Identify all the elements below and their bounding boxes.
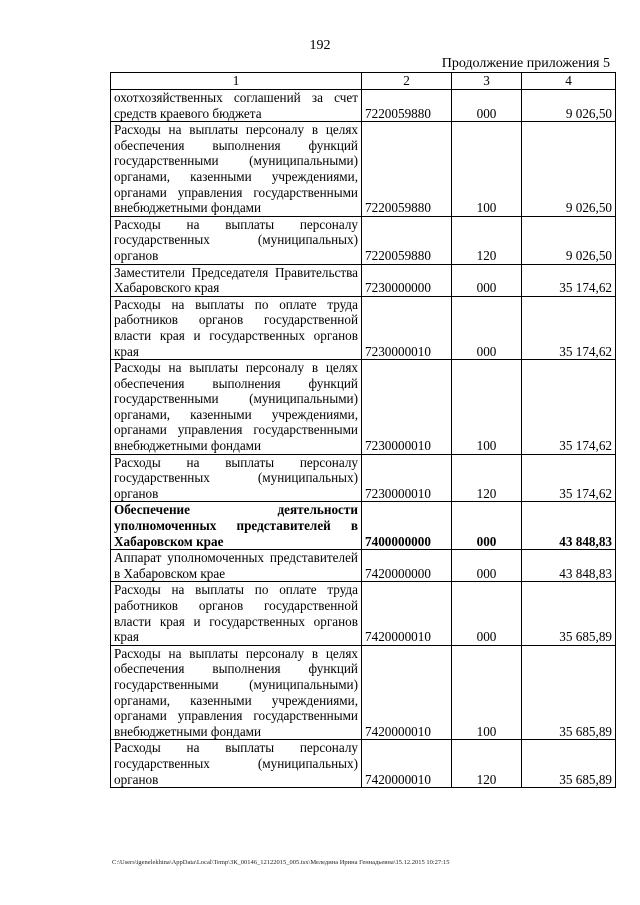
- row-type-cell: 000: [452, 502, 522, 550]
- table-body: [111, 90, 616, 788]
- row-amount-cell: 35 174,62: [522, 264, 616, 296]
- table-row: [111, 264, 616, 296]
- row-amount-cell: 43 848,83: [522, 550, 616, 582]
- row-amount-cell: 35 685,89: [522, 582, 616, 645]
- row-type-cell: 100: [452, 645, 522, 740]
- continuation-title: Продолжение приложения 5: [441, 56, 610, 71]
- table-row: [111, 582, 616, 645]
- row-amount-cell: 35 685,89: [522, 740, 616, 788]
- row-name-cell: Расходы на выплаты по оплате труда работников органов государственной власти края и государственных органов края: [111, 296, 362, 359]
- row-type-cell: 100: [452, 122, 522, 217]
- row-type-cell: 000: [452, 90, 522, 122]
- row-type-cell: 120: [452, 454, 522, 502]
- row-name-cell: Аппарат уполномоченных представителей в Хабаровском крае: [111, 550, 362, 582]
- row-type-cell: 000: [452, 264, 522, 296]
- row-amount-cell: 35 174,62: [522, 296, 616, 359]
- header-col-3: 3: [452, 73, 522, 90]
- row-name-cell: Расходы на выплаты персоналу государственных (муниципальных) органов: [111, 216, 362, 264]
- table-row: [111, 645, 616, 740]
- row-code-cell: 7230000010: [362, 360, 452, 455]
- table-row: [111, 550, 616, 582]
- row-name-cell: Обеспечение деятельности уполномоченных представителей в Хабаровском крае: [111, 502, 362, 550]
- row-amount-cell: 43 848,83: [522, 502, 616, 550]
- row-name-cell: Расходы на выплаты персоналу в целях обеспечения выполнения функций государственными (муниципальными) органами, казенными учреждениями, органами управления государственными внебюджетными фондами: [111, 645, 362, 740]
- header-col-4: 4: [522, 73, 616, 90]
- row-name-cell: Расходы на выплаты по оплате труда работников органов государственной власти края и государственных органов края: [111, 582, 362, 645]
- row-amount-cell: 9 026,50: [522, 216, 616, 264]
- row-name-cell: Расходы на выплаты персоналу государственных (муниципальных) органов: [111, 740, 362, 788]
- row-code-cell: 7420000010: [362, 645, 452, 740]
- row-amount-cell: 35 174,62: [522, 454, 616, 502]
- header-col-1: 1: [111, 73, 362, 90]
- row-type-cell: 120: [452, 740, 522, 788]
- row-code-cell: 7420000000: [362, 550, 452, 582]
- table-row: [111, 502, 616, 550]
- table-row: [111, 90, 616, 122]
- row-code-cell: 7420000010: [362, 740, 452, 788]
- row-type-cell: 120: [452, 216, 522, 264]
- row-type-cell: 100: [452, 360, 522, 455]
- row-name-cell: Расходы на выплаты персоналу государственных (муниципальных) органов: [111, 454, 362, 502]
- row-name-cell: Заместители Председателя Правительства Хабаровского края: [111, 264, 362, 296]
- row-type-cell: 000: [452, 296, 522, 359]
- row-code-cell: 7230000000: [362, 264, 452, 296]
- row-name-cell: охотхозяйственных соглашений за счет средств краевого бюджета: [111, 90, 362, 122]
- row-amount-cell: 35 685,89: [522, 645, 616, 740]
- row-code-cell: 7230000010: [362, 454, 452, 502]
- table-row: [111, 216, 616, 264]
- table-row: [111, 122, 616, 217]
- row-code-cell: 7220059880: [362, 122, 452, 217]
- table-row: [111, 360, 616, 455]
- header-col-2: 2: [362, 73, 452, 90]
- row-code-cell: 7220059880: [362, 216, 452, 264]
- row-amount-cell: 35 174,62: [522, 360, 616, 455]
- table-row: [111, 296, 616, 359]
- table-row: [111, 454, 616, 502]
- row-name-cell: Расходы на выплаты персоналу в целях обеспечения выполнения функций государственными (муниципальными) органами, казенными учреждениями, органами управления государственными внебюджетными фондами: [111, 360, 362, 455]
- row-type-cell: 000: [452, 582, 522, 645]
- table-header-row: [111, 73, 616, 90]
- row-code-cell: 7400000000: [362, 502, 452, 550]
- footer-file-path: C:\Users\igenelekhina\AppData\Local\Temp\ЗК_00146_12122015_005.tsx\Меледина Ирина Геннадьевна\15.12.2015 10:27:15: [112, 859, 450, 866]
- row-name-cell: Расходы на выплаты персоналу в целях обеспечения выполнения функций государственными (муниципальными) органами, казенными учреждениями, органами управления государственными внебюджетными фондами: [111, 122, 362, 217]
- row-amount-cell: 9 026,50: [522, 122, 616, 217]
- page-number: 192: [309, 38, 331, 53]
- row-code-cell: 7230000010: [362, 296, 452, 359]
- row-type-cell: 000: [452, 550, 522, 582]
- row-amount-cell: 9 026,50: [522, 90, 616, 122]
- row-code-cell: 7420000010: [362, 582, 452, 645]
- row-code-cell: 7220059880: [362, 90, 452, 122]
- budget-table: [110, 72, 616, 788]
- table-row: [111, 740, 616, 788]
